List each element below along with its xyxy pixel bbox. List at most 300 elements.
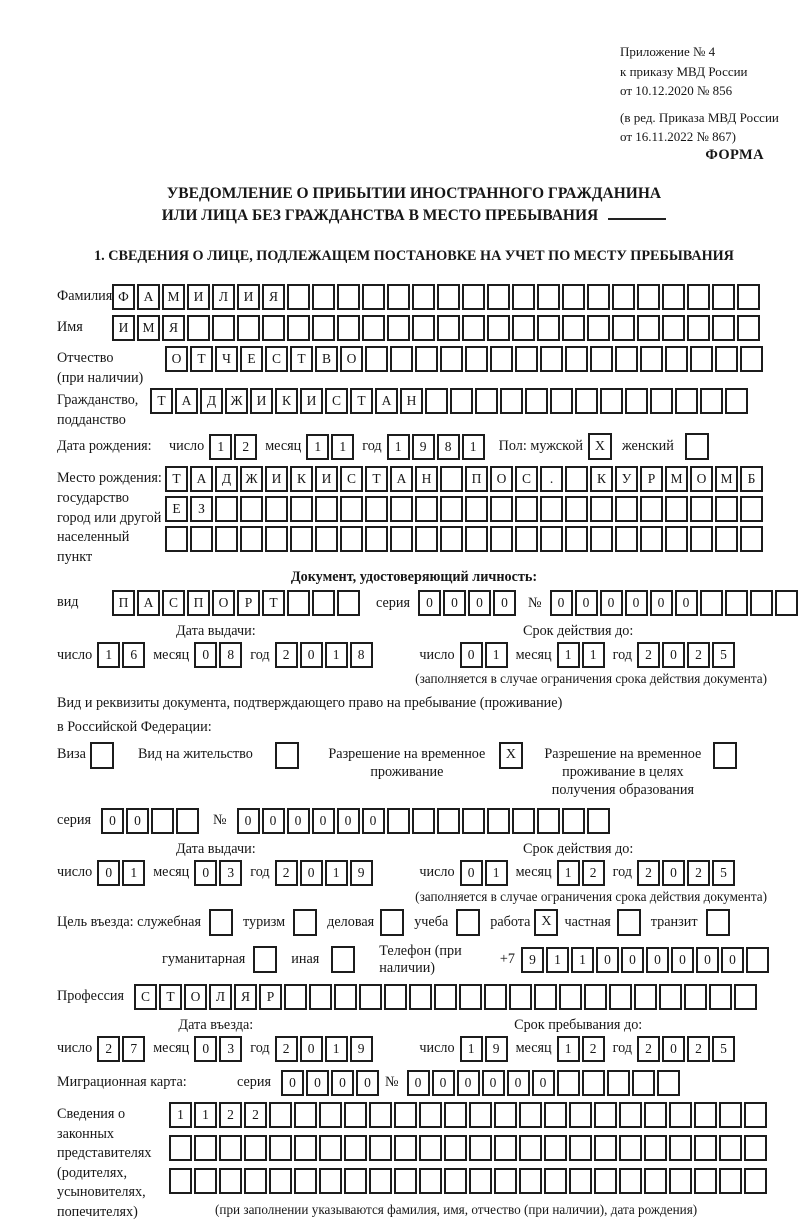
char-cell[interactable] bbox=[590, 526, 613, 552]
char-cell[interactable]: 2 bbox=[637, 1036, 660, 1062]
char-cell[interactable] bbox=[194, 1135, 217, 1161]
char-cell[interactable]: З bbox=[190, 496, 213, 522]
char-cell[interactable] bbox=[237, 315, 260, 341]
char-cell[interactable]: С bbox=[340, 466, 363, 492]
char-cell[interactable] bbox=[487, 284, 510, 310]
char-cell[interactable]: 0 bbox=[662, 860, 685, 886]
char-cell[interactable] bbox=[312, 284, 335, 310]
char-cell[interactable] bbox=[684, 984, 707, 1010]
char-cell[interactable] bbox=[725, 590, 748, 616]
char-cell[interactable] bbox=[594, 1102, 617, 1128]
char-cell[interactable] bbox=[437, 284, 460, 310]
char-cell[interactable] bbox=[669, 1135, 692, 1161]
char-cell[interactable] bbox=[387, 315, 410, 341]
char-cell[interactable] bbox=[176, 808, 199, 834]
char-cell[interactable] bbox=[490, 496, 513, 522]
char-cell[interactable] bbox=[387, 808, 410, 834]
char-cell[interactable]: С bbox=[162, 590, 185, 616]
char-cell[interactable]: 7 bbox=[122, 1036, 145, 1062]
char-cell[interactable]: 8 bbox=[437, 434, 460, 460]
char-cell[interactable]: М bbox=[665, 466, 688, 492]
char-cell[interactable] bbox=[444, 1135, 467, 1161]
char-cell[interactable] bbox=[284, 984, 307, 1010]
char-cell[interactable]: 1 bbox=[387, 434, 410, 460]
char-cell[interactable] bbox=[640, 526, 663, 552]
char-cell[interactable]: И bbox=[112, 315, 135, 341]
char-cell[interactable] bbox=[469, 1168, 492, 1194]
char-cell[interactable] bbox=[515, 346, 538, 372]
char-cell[interactable]: 0 bbox=[482, 1070, 505, 1096]
char-cell[interactable] bbox=[632, 1070, 655, 1096]
char-cell[interactable]: 0 bbox=[493, 590, 516, 616]
char-cell[interactable]: М bbox=[162, 284, 185, 310]
char-cell[interactable]: 1 bbox=[209, 434, 232, 460]
char-cell[interactable]: 2 bbox=[687, 1036, 710, 1062]
char-cell[interactable]: 0 bbox=[101, 808, 124, 834]
char-cell[interactable]: 1 bbox=[122, 860, 145, 886]
char-cell[interactable] bbox=[151, 808, 174, 834]
char-cell[interactable] bbox=[294, 1135, 317, 1161]
char-cell[interactable] bbox=[584, 984, 607, 1010]
char-cell[interactable]: М bbox=[137, 315, 160, 341]
char-cell[interactable] bbox=[437, 808, 460, 834]
char-cell[interactable]: 0 bbox=[646, 947, 669, 973]
char-cell[interactable] bbox=[194, 1168, 217, 1194]
char-cell[interactable] bbox=[444, 1102, 467, 1128]
char-cell[interactable]: Л bbox=[212, 284, 235, 310]
char-cell[interactable] bbox=[634, 984, 657, 1010]
char-cell[interactable] bbox=[719, 1102, 742, 1128]
char-cell[interactable]: 0 bbox=[194, 860, 217, 886]
char-cell[interactable] bbox=[719, 1168, 742, 1194]
char-cell[interactable]: 9 bbox=[350, 860, 373, 886]
char-cell[interactable]: 2 bbox=[234, 434, 257, 460]
char-cell[interactable] bbox=[309, 984, 332, 1010]
char-cell[interactable] bbox=[344, 1102, 367, 1128]
char-cell[interactable]: 0 bbox=[507, 1070, 530, 1096]
char-cell[interactable] bbox=[294, 1168, 317, 1194]
char-cell[interactable] bbox=[600, 388, 623, 414]
char-cell[interactable]: Е bbox=[240, 346, 263, 372]
char-cell[interactable] bbox=[740, 346, 763, 372]
checkbox-male[interactable]: X bbox=[588, 433, 612, 460]
char-cell[interactable]: 9 bbox=[485, 1036, 508, 1062]
char-cell[interactable]: Ч bbox=[215, 346, 238, 372]
char-cell[interactable]: 0 bbox=[356, 1070, 379, 1096]
char-cell[interactable] bbox=[737, 315, 760, 341]
checkbox-temp-residence[interactable]: X bbox=[499, 742, 523, 769]
char-cell[interactable] bbox=[665, 526, 688, 552]
char-cell[interactable]: К bbox=[290, 466, 313, 492]
char-cell[interactable] bbox=[644, 1168, 667, 1194]
char-cell[interactable] bbox=[515, 496, 538, 522]
char-cell[interactable] bbox=[619, 1135, 642, 1161]
char-cell[interactable] bbox=[394, 1102, 417, 1128]
char-cell[interactable]: 0 bbox=[625, 590, 648, 616]
char-cell[interactable]: 0 bbox=[194, 642, 217, 668]
checkbox-official[interactable] bbox=[209, 909, 233, 936]
char-cell[interactable]: 1 bbox=[582, 642, 605, 668]
char-cell[interactable] bbox=[637, 284, 660, 310]
char-cell[interactable] bbox=[462, 315, 485, 341]
char-cell[interactable] bbox=[669, 1102, 692, 1128]
char-cell[interactable] bbox=[365, 346, 388, 372]
char-cell[interactable]: 8 bbox=[350, 642, 373, 668]
char-cell[interactable] bbox=[425, 388, 448, 414]
char-cell[interactable] bbox=[665, 346, 688, 372]
char-cell[interactable]: 2 bbox=[687, 642, 710, 668]
char-cell[interactable]: О bbox=[184, 984, 207, 1010]
char-cell[interactable] bbox=[312, 315, 335, 341]
char-cell[interactable] bbox=[644, 1102, 667, 1128]
char-cell[interactable] bbox=[565, 466, 588, 492]
char-cell[interactable] bbox=[315, 526, 338, 552]
char-cell[interactable] bbox=[412, 284, 435, 310]
checkbox-tourism[interactable] bbox=[293, 909, 317, 936]
char-cell[interactable]: А bbox=[375, 388, 398, 414]
char-cell[interactable] bbox=[312, 590, 335, 616]
char-cell[interactable]: Н bbox=[415, 466, 438, 492]
char-cell[interactable] bbox=[365, 526, 388, 552]
char-cell[interactable] bbox=[750, 590, 773, 616]
char-cell[interactable] bbox=[362, 284, 385, 310]
char-cell[interactable] bbox=[687, 284, 710, 310]
checkbox-transit[interactable] bbox=[706, 909, 730, 936]
checkbox-study[interactable] bbox=[456, 909, 480, 936]
checkbox-work[interactable]: X bbox=[534, 909, 558, 936]
char-cell[interactable] bbox=[587, 284, 610, 310]
char-cell[interactable] bbox=[315, 496, 338, 522]
char-cell[interactable]: 0 bbox=[696, 947, 719, 973]
char-cell[interactable]: 0 bbox=[300, 642, 323, 668]
char-cell[interactable] bbox=[587, 808, 610, 834]
char-cell[interactable]: 0 bbox=[600, 590, 623, 616]
char-cell[interactable] bbox=[719, 1135, 742, 1161]
char-cell[interactable] bbox=[740, 496, 763, 522]
checkbox-business[interactable] bbox=[380, 909, 404, 936]
char-cell[interactable] bbox=[415, 496, 438, 522]
char-cell[interactable] bbox=[550, 388, 573, 414]
char-cell[interactable]: Т bbox=[159, 984, 182, 1010]
char-cell[interactable]: 2 bbox=[275, 860, 298, 886]
char-cell[interactable]: Я bbox=[234, 984, 257, 1010]
char-cell[interactable] bbox=[615, 526, 638, 552]
char-cell[interactable]: 0 bbox=[262, 808, 285, 834]
char-cell[interactable]: Ж bbox=[225, 388, 248, 414]
char-cell[interactable] bbox=[384, 984, 407, 1010]
char-cell[interactable] bbox=[519, 1102, 542, 1128]
char-cell[interactable]: 2 bbox=[219, 1102, 242, 1128]
char-cell[interactable]: Н bbox=[400, 388, 423, 414]
char-cell[interactable] bbox=[319, 1102, 342, 1128]
char-cell[interactable]: Я bbox=[262, 284, 285, 310]
char-cell[interactable]: 0 bbox=[337, 808, 360, 834]
char-cell[interactable]: И bbox=[315, 466, 338, 492]
char-cell[interactable] bbox=[387, 284, 410, 310]
char-cell[interactable]: 0 bbox=[362, 808, 385, 834]
char-cell[interactable]: 2 bbox=[637, 860, 660, 886]
char-cell[interactable] bbox=[715, 496, 738, 522]
char-cell[interactable] bbox=[737, 284, 760, 310]
char-cell[interactable] bbox=[512, 284, 535, 310]
char-cell[interactable] bbox=[775, 590, 798, 616]
char-cell[interactable] bbox=[744, 1168, 767, 1194]
char-cell[interactable] bbox=[487, 808, 510, 834]
char-cell[interactable] bbox=[262, 315, 285, 341]
char-cell[interactable] bbox=[615, 346, 638, 372]
char-cell[interactable] bbox=[612, 284, 635, 310]
char-cell[interactable] bbox=[544, 1168, 567, 1194]
char-cell[interactable] bbox=[490, 346, 513, 372]
char-cell[interactable] bbox=[540, 346, 563, 372]
char-cell[interactable] bbox=[244, 1135, 267, 1161]
char-cell[interactable] bbox=[694, 1168, 717, 1194]
char-cell[interactable]: П bbox=[465, 466, 488, 492]
char-cell[interactable]: Д bbox=[215, 466, 238, 492]
char-cell[interactable] bbox=[169, 1168, 192, 1194]
char-cell[interactable]: 9 bbox=[521, 947, 544, 973]
char-cell[interactable] bbox=[557, 1070, 580, 1096]
char-cell[interactable] bbox=[690, 346, 713, 372]
char-cell[interactable]: 1 bbox=[331, 434, 354, 460]
char-cell[interactable]: 0 bbox=[443, 590, 466, 616]
char-cell[interactable]: С bbox=[515, 466, 538, 492]
char-cell[interactable] bbox=[269, 1135, 292, 1161]
char-cell[interactable]: 9 bbox=[350, 1036, 373, 1062]
char-cell[interactable]: О bbox=[690, 466, 713, 492]
char-cell[interactable] bbox=[290, 526, 313, 552]
char-cell[interactable] bbox=[484, 984, 507, 1010]
char-cell[interactable] bbox=[694, 1102, 717, 1128]
char-cell[interactable]: 1 bbox=[557, 1036, 580, 1062]
char-cell[interactable] bbox=[509, 984, 532, 1010]
char-cell[interactable] bbox=[319, 1168, 342, 1194]
char-cell[interactable] bbox=[640, 346, 663, 372]
char-cell[interactable] bbox=[700, 590, 723, 616]
char-cell[interactable] bbox=[434, 984, 457, 1010]
char-cell[interactable]: 1 bbox=[546, 947, 569, 973]
char-cell[interactable]: 0 bbox=[281, 1070, 304, 1096]
char-cell[interactable] bbox=[700, 388, 723, 414]
char-cell[interactable] bbox=[362, 315, 385, 341]
char-cell[interactable]: 0 bbox=[194, 1036, 217, 1062]
char-cell[interactable] bbox=[415, 346, 438, 372]
char-cell[interactable] bbox=[215, 526, 238, 552]
char-cell[interactable] bbox=[287, 315, 310, 341]
char-cell[interactable]: 0 bbox=[432, 1070, 455, 1096]
char-cell[interactable] bbox=[575, 388, 598, 414]
char-cell[interactable] bbox=[534, 984, 557, 1010]
char-cell[interactable] bbox=[559, 984, 582, 1010]
char-cell[interactable]: 0 bbox=[532, 1070, 555, 1096]
char-cell[interactable]: 0 bbox=[596, 947, 619, 973]
char-cell[interactable] bbox=[465, 526, 488, 552]
char-cell[interactable]: Р bbox=[237, 590, 260, 616]
char-cell[interactable] bbox=[337, 315, 360, 341]
char-cell[interactable] bbox=[537, 808, 560, 834]
char-cell[interactable] bbox=[419, 1168, 442, 1194]
char-cell[interactable] bbox=[607, 1070, 630, 1096]
char-cell[interactable] bbox=[587, 315, 610, 341]
char-cell[interactable] bbox=[244, 1168, 267, 1194]
char-cell[interactable] bbox=[515, 526, 538, 552]
char-cell[interactable] bbox=[744, 1135, 767, 1161]
checkbox-female[interactable] bbox=[685, 433, 709, 460]
char-cell[interactable] bbox=[240, 526, 263, 552]
char-cell[interactable] bbox=[287, 284, 310, 310]
char-cell[interactable] bbox=[290, 496, 313, 522]
char-cell[interactable]: И bbox=[250, 388, 273, 414]
char-cell[interactable]: И bbox=[265, 466, 288, 492]
char-cell[interactable] bbox=[594, 1168, 617, 1194]
char-cell[interactable] bbox=[462, 808, 485, 834]
char-cell[interactable] bbox=[440, 496, 463, 522]
char-cell[interactable]: 0 bbox=[575, 590, 598, 616]
char-cell[interactable]: Т bbox=[290, 346, 313, 372]
char-cell[interactable]: 0 bbox=[312, 808, 335, 834]
char-cell[interactable] bbox=[412, 315, 435, 341]
char-cell[interactable] bbox=[565, 346, 588, 372]
checkbox-other-purpose[interactable] bbox=[331, 946, 355, 973]
char-cell[interactable] bbox=[569, 1135, 592, 1161]
char-cell[interactable]: 5 bbox=[712, 860, 735, 886]
char-cell[interactable] bbox=[562, 284, 585, 310]
char-cell[interactable] bbox=[190, 526, 213, 552]
char-cell[interactable] bbox=[715, 526, 738, 552]
char-cell[interactable]: 0 bbox=[460, 860, 483, 886]
char-cell[interactable] bbox=[394, 1135, 417, 1161]
char-cell[interactable] bbox=[169, 1135, 192, 1161]
char-cell[interactable]: Т bbox=[262, 590, 285, 616]
char-cell[interactable] bbox=[562, 315, 585, 341]
char-cell[interactable] bbox=[390, 526, 413, 552]
char-cell[interactable]: 0 bbox=[287, 808, 310, 834]
char-cell[interactable] bbox=[569, 1168, 592, 1194]
char-cell[interactable]: 0 bbox=[331, 1070, 354, 1096]
char-cell[interactable] bbox=[562, 808, 585, 834]
char-cell[interactable] bbox=[657, 1070, 680, 1096]
char-cell[interactable]: 8 bbox=[219, 642, 242, 668]
char-cell[interactable] bbox=[215, 496, 238, 522]
char-cell[interactable]: О bbox=[165, 346, 188, 372]
char-cell[interactable] bbox=[540, 526, 563, 552]
char-cell[interactable] bbox=[415, 526, 438, 552]
char-cell[interactable] bbox=[334, 984, 357, 1010]
char-cell[interactable]: 0 bbox=[675, 590, 698, 616]
char-cell[interactable]: 2 bbox=[582, 860, 605, 886]
char-cell[interactable]: 1 bbox=[462, 434, 485, 460]
char-cell[interactable] bbox=[265, 496, 288, 522]
char-cell[interactable] bbox=[519, 1168, 542, 1194]
char-cell[interactable]: 0 bbox=[650, 590, 673, 616]
char-cell[interactable] bbox=[494, 1102, 517, 1128]
checkbox-residence-permit[interactable] bbox=[275, 742, 299, 769]
char-cell[interactable] bbox=[540, 496, 563, 522]
char-cell[interactable]: Т bbox=[150, 388, 173, 414]
char-cell[interactable] bbox=[662, 284, 685, 310]
char-cell[interactable] bbox=[619, 1102, 642, 1128]
char-cell[interactable] bbox=[412, 808, 435, 834]
char-cell[interactable] bbox=[687, 315, 710, 341]
char-cell[interactable]: 0 bbox=[457, 1070, 480, 1096]
char-cell[interactable] bbox=[437, 315, 460, 341]
char-cell[interactable]: 1 bbox=[306, 434, 329, 460]
char-cell[interactable]: 0 bbox=[621, 947, 644, 973]
char-cell[interactable] bbox=[590, 496, 613, 522]
char-cell[interactable] bbox=[344, 1135, 367, 1161]
checkbox-humanitarian[interactable] bbox=[253, 946, 277, 973]
char-cell[interactable] bbox=[419, 1102, 442, 1128]
char-cell[interactable] bbox=[609, 984, 632, 1010]
char-cell[interactable]: 2 bbox=[582, 1036, 605, 1062]
char-cell[interactable]: Р bbox=[640, 466, 663, 492]
char-cell[interactable] bbox=[565, 526, 588, 552]
char-cell[interactable] bbox=[450, 388, 473, 414]
char-cell[interactable]: У bbox=[615, 466, 638, 492]
char-cell[interactable] bbox=[740, 526, 763, 552]
char-cell[interactable]: В bbox=[315, 346, 338, 372]
char-cell[interactable]: 0 bbox=[300, 1036, 323, 1062]
char-cell[interactable]: Б bbox=[740, 466, 763, 492]
char-cell[interactable] bbox=[725, 388, 748, 414]
char-cell[interactable]: П bbox=[187, 590, 210, 616]
char-cell[interactable]: 1 bbox=[485, 860, 508, 886]
char-cell[interactable]: 2 bbox=[687, 860, 710, 886]
char-cell[interactable]: Т bbox=[365, 466, 388, 492]
char-cell[interactable] bbox=[544, 1135, 567, 1161]
char-cell[interactable] bbox=[519, 1135, 542, 1161]
char-cell[interactable]: Т bbox=[350, 388, 373, 414]
char-cell[interactable]: 1 bbox=[557, 860, 580, 886]
char-cell[interactable] bbox=[344, 1168, 367, 1194]
char-cell[interactable]: 1 bbox=[325, 1036, 348, 1062]
char-cell[interactable]: Т bbox=[190, 346, 213, 372]
char-cell[interactable] bbox=[365, 496, 388, 522]
char-cell[interactable]: К bbox=[590, 466, 613, 492]
char-cell[interactable] bbox=[544, 1102, 567, 1128]
char-cell[interactable]: С bbox=[134, 984, 157, 1010]
char-cell[interactable]: . bbox=[540, 466, 563, 492]
char-cell[interactable]: О bbox=[340, 346, 363, 372]
char-cell[interactable]: Я bbox=[162, 315, 185, 341]
char-cell[interactable]: 0 bbox=[300, 860, 323, 886]
char-cell[interactable] bbox=[712, 315, 735, 341]
char-cell[interactable] bbox=[494, 1168, 517, 1194]
char-cell[interactable] bbox=[690, 496, 713, 522]
char-cell[interactable] bbox=[744, 1102, 767, 1128]
char-cell[interactable]: 0 bbox=[550, 590, 573, 616]
char-cell[interactable]: Ж bbox=[240, 466, 263, 492]
char-cell[interactable] bbox=[212, 315, 235, 341]
char-cell[interactable]: 2 bbox=[97, 1036, 120, 1062]
char-cell[interactable] bbox=[490, 526, 513, 552]
char-cell[interactable]: Д bbox=[200, 388, 223, 414]
char-cell[interactable]: 1 bbox=[97, 642, 120, 668]
char-cell[interactable] bbox=[294, 1102, 317, 1128]
char-cell[interactable] bbox=[565, 496, 588, 522]
char-cell[interactable]: 0 bbox=[460, 642, 483, 668]
char-cell[interactable] bbox=[665, 496, 688, 522]
char-cell[interactable] bbox=[619, 1168, 642, 1194]
char-cell[interactable] bbox=[612, 315, 635, 341]
checkbox-visa[interactable] bbox=[90, 742, 114, 769]
char-cell[interactable] bbox=[644, 1135, 667, 1161]
char-cell[interactable]: 2 bbox=[244, 1102, 267, 1128]
char-cell[interactable] bbox=[369, 1135, 392, 1161]
char-cell[interactable] bbox=[269, 1102, 292, 1128]
char-cell[interactable] bbox=[669, 1168, 692, 1194]
char-cell[interactable] bbox=[594, 1135, 617, 1161]
